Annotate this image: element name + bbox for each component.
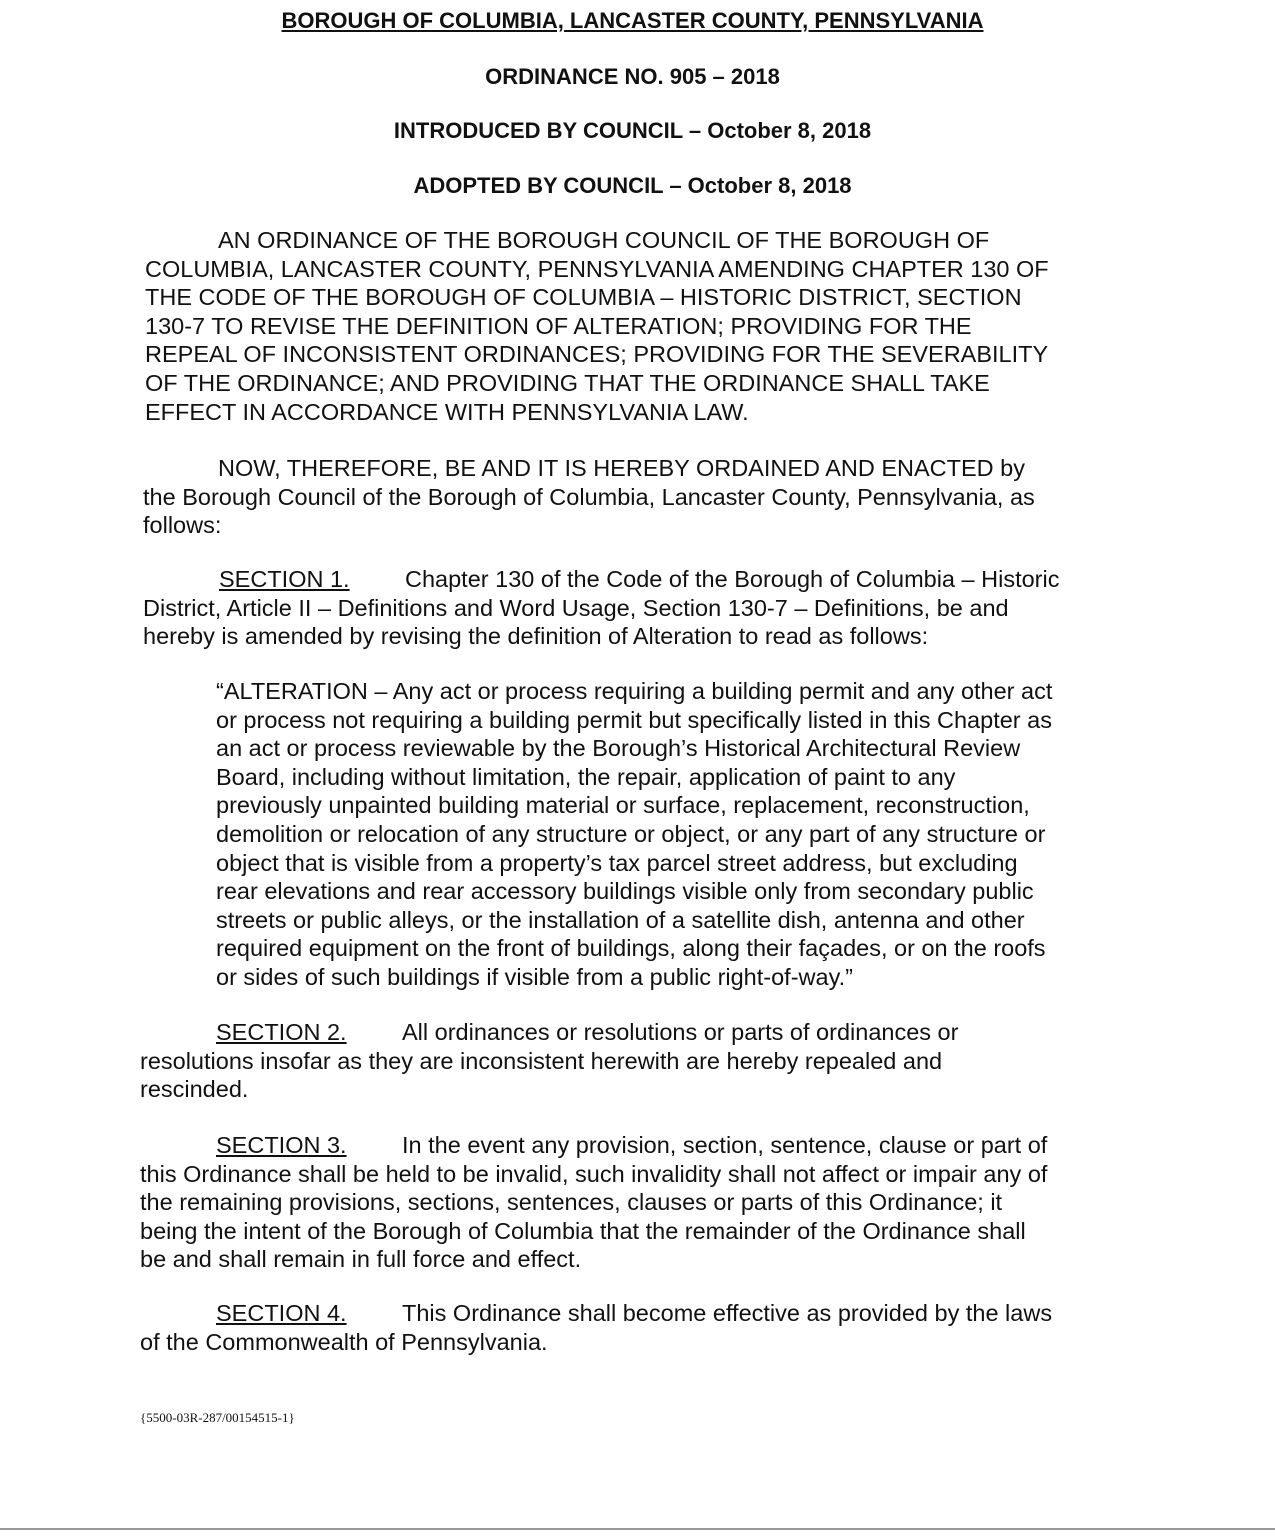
text-line: this Ordinance shall be held to be invalid, such invalidity shall not affect or impair any of [140, 1160, 1048, 1187]
text-line: In the event any provision, section, sentence, clause or part of [402, 1132, 1048, 1158]
text-line: EFFECT IN ACCORDANCE WITH PENNSYLVANIA LAW. [145, 398, 749, 425]
text-line: rear elevations and rear accessory buildings visible only from secondary public [216, 878, 1034, 905]
text-line: This Ordinance shall become effective as provided by the laws [402, 1300, 1053, 1326]
text-line: “ALTERATION – Any act or process requiring a building permit and any other act [216, 678, 1053, 704]
section-1 [143, 565, 1059, 651]
text-line: previously unpainted building material or surface, replacement, reconstruction, [216, 792, 1030, 819]
text-line: follows: [143, 512, 222, 539]
text-line: All ordinances or resolutions or parts of ordinances or [402, 1019, 959, 1045]
section-first-line [140, 1131, 1047, 1160]
section-first-line [140, 1018, 958, 1047]
text-line: streets or public alleys, or the installation of a satellite dish, antenna and other [216, 906, 1025, 933]
section-label: SECTION 2. [216, 1019, 347, 1045]
text-line: resolutions insofar as they are inconsistent herewith are hereby repealed and [140, 1047, 943, 1074]
text-line: be and shall remain in full force and effect. [140, 1246, 582, 1273]
text-line: hereby is amended by revising the definition of Alteration to read as follows: [143, 623, 929, 650]
text-line: 130-7 TO REVISE THE DEFINITION OF ALTERATION; PROVIDING FOR THE [145, 312, 972, 339]
section-first-line [140, 1299, 1052, 1328]
text-line: the Borough Council of the Borough of Columbia, Lancaster County, Pennsylvania, as [143, 483, 1035, 510]
text-line: Board, including without limitation, the repair, application of paint to any [216, 763, 956, 790]
text-line: an act or process reviewable by the Borough’s Historical Architectural Review [216, 735, 1021, 762]
text-line: COLUMBIA, LANCASTER COUNTY, PENNSYLVANIA AMENDING CHAPTER 130 OF [145, 255, 1049, 282]
text-line: of the Commonwealth of Pennsylvania. [140, 1328, 548, 1355]
text-line: demolition or relocation of any structure or object, or any part of any structure or [216, 820, 1046, 847]
text-line: object that is visible from a property’s tax parcel street address, but excluding [216, 849, 1018, 876]
text-line: AN ORDINANCE OF THE BOROUGH COUNCIL OF THE BOROUGH OF [218, 227, 990, 253]
enacting-clause [143, 454, 1035, 540]
text-line: or process not requiring a building permit but specifically listed in this Chapter as [216, 706, 1052, 733]
document-code: {5500-03R-287/00154515-1} [140, 1410, 295, 1425]
text-line: the remaining provisions, sections, sentences, clauses or parts of this Ordinance; it [140, 1189, 1003, 1216]
ordinance-number: ORDINANCE NO. 905 – 2018 [485, 64, 780, 89]
text-line: REPEAL OF INCONSISTENT ORDINANCES; PROVIDING FOR THE SEVERABILITY [145, 341, 1049, 368]
section-label: SECTION 4. [216, 1300, 347, 1326]
section-label: SECTION 3. [216, 1132, 347, 1158]
text-line: or sides of such buildings if visible from a public right-of-way.” [216, 963, 853, 990]
alteration-definition [216, 677, 1052, 992]
section-first-line [143, 565, 1059, 594]
text-line: OF THE ORDINANCE; AND PROVIDING THAT THE ORDINANCE SHALL TAKE [145, 369, 990, 396]
text-line: required equipment on the front of buildings, along their façades, or on the roofs [216, 935, 1046, 962]
preamble-paragraph [145, 226, 1049, 426]
section-3 [140, 1131, 1047, 1274]
section-label: SECTION 1. [219, 566, 350, 592]
scan-edge [0, 1528, 1275, 1530]
text-line: THE CODE OF THE BOROUGH OF COLUMBIA – HISTORIC DISTRICT, SECTION [145, 284, 1022, 311]
text-line: being the intent of the Borough of Columbia that the remainder of the Ordinance shall [140, 1217, 1026, 1244]
text-line: NOW, THEREFORE, BE AND IT IS HEREBY ORDAINED AND ENACTED by [218, 455, 1025, 481]
introduced-date: INTRODUCED BY COUNCIL – October 8, 2018 [393, 118, 872, 143]
adopted-date: ADOPTED BY COUNCIL – October 8, 2018 [413, 173, 852, 198]
section-2 [140, 1018, 958, 1104]
section-4 [140, 1299, 1052, 1356]
text-line: District, Article II – Definitions and Word Usage, Section 130-7 – Definitions, be and [143, 594, 1009, 621]
document-title: BOROUGH OF COLUMBIA, LANCASTER COUNTY, PENNSYLVANIA [281, 8, 984, 33]
text-line: Chapter 130 of the Code of the Borough of Columbia – Historic [405, 566, 1060, 592]
text-line: rescinded. [140, 1076, 249, 1103]
